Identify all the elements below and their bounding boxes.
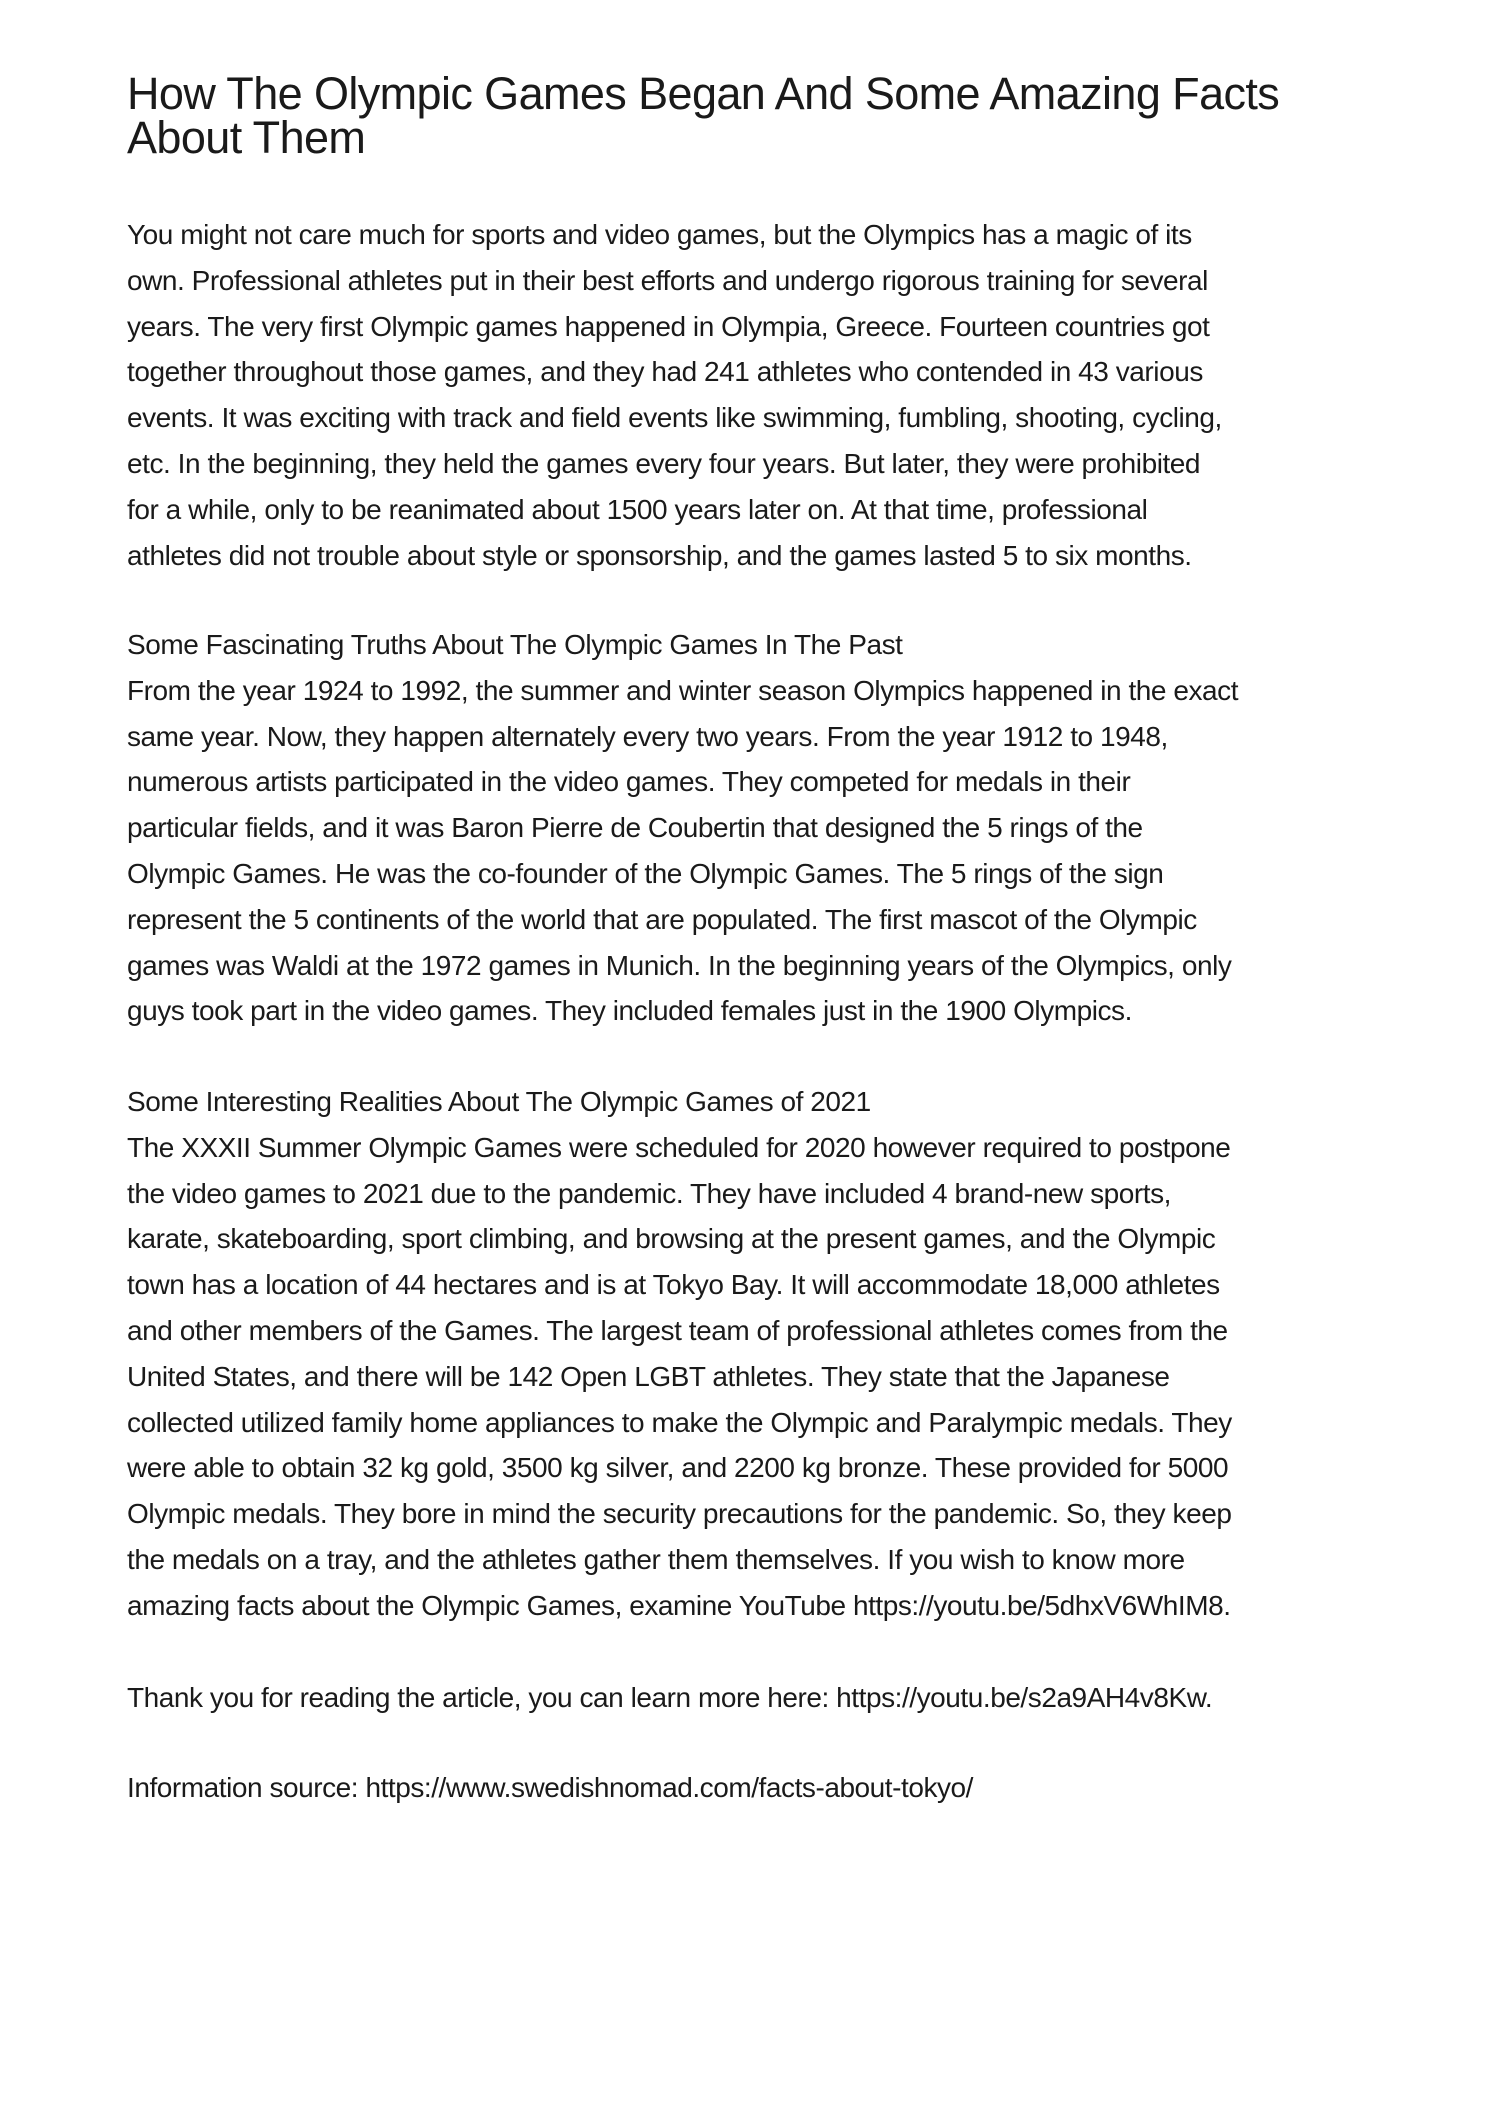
- text-line: amazing facts about the Olympic Games, examine YouTube https://youtu.be/5dhxV6WhIM8.: [127, 1589, 1231, 1621]
- section-heading: Some Fascinating Truths About The Olympic Games In The Past: [127, 629, 903, 660]
- text-line: the medals on a tray, and the athletes gather them themselves. If you wish to know more: [127, 1543, 1185, 1575]
- title-line: How The Olympic Games Began And Some Amazing Facts: [127, 68, 1280, 119]
- text-line: athletes did not trouble about style or sponsorship, and the games lasted 5 to six months.: [127, 539, 1192, 571]
- text-line: events. It was exciting with track and field events like swimming, fumbling, shooting, cycling,: [127, 402, 1222, 434]
- title-line: About Them: [127, 112, 366, 163]
- source-paragraph: [127, 1765, 973, 1811]
- text-line: numerous artists participated in the video games. They competed for medals in their: [127, 766, 1131, 798]
- text-line: own. Professional athletes put in their best efforts and undergo rigorous training for several: [127, 264, 1208, 296]
- text-line: collected utilized family home appliances to make the Olympic and Paralympic medals. They: [127, 1406, 1232, 1438]
- text-line: From the year 1924 to 1992, the summer and winter season Olympics happened in the exact: [127, 674, 1239, 706]
- text-line: guys took part in the video games. They included females just in the 1900 Olympics.: [127, 995, 1132, 1027]
- text-line: town has a location of 44 hectares and is at Tokyo Bay. It will accommodate 18,000 athletes: [127, 1269, 1220, 1301]
- section-past: [127, 622, 1238, 1034]
- section-heading: Some Interesting Realities About The Olympic Games of 2021: [127, 1086, 871, 1117]
- text-line: Olympic medals. They bore in mind the security precautions for the pandemic. So, they keep: [127, 1498, 1232, 1530]
- text-line: together throughout those games, and they had 241 athletes who contended in 43 various: [127, 356, 1203, 388]
- thanks-text: Thank you for reading the article, you can learn more here: https://youtu.be/s2a9AH4v8Kw.: [127, 1682, 1213, 1713]
- text-line: were able to obtain 32 kg gold, 3500 kg silver, and 2200 kg bronze. These provided for 5000: [127, 1452, 1229, 1484]
- text-line: same year. Now, they happen alternately every two years. From the year 1912 to 1948,: [127, 720, 1168, 752]
- intro-paragraph: [127, 212, 1222, 578]
- text-line: represent the 5 continents of the world that are populated. The first mascot of the Olympic: [127, 903, 1197, 935]
- text-line: games was Waldi at the 1972 games in Munich. In the beginning years of the Olympics, only: [127, 949, 1232, 981]
- text-line: years. The very first Olympic games happened in Olympia, Greece. Fourteen countries got: [127, 310, 1210, 342]
- text-line: and other members of the Games. The largest team of professional athletes comes from the: [127, 1314, 1228, 1346]
- thanks-paragraph: [127, 1675, 1212, 1721]
- section-2021: [127, 1079, 1232, 1629]
- text-line: etc. In the beginning, they held the games every four years. But later, they were prohibited: [127, 447, 1201, 479]
- text-line: You might not care much for sports and video games, but the Olympics has a magic of its: [127, 219, 1192, 250]
- text-line: United States, and there will be 142 Open LGBT athletes. They state that the Japanese: [127, 1360, 1170, 1392]
- text-line: for a while, only to be reanimated about 1500 years later on. At that time, professional: [127, 493, 1148, 525]
- text-line: Olympic Games. He was the co-founder of the Olympic Games. The 5 rings of the sign: [127, 857, 1164, 889]
- text-line: the video games to 2021 due to the pandemic. They have included 4 brand-new sports,: [127, 1177, 1171, 1209]
- text-line: particular fields, and it was Baron Pierre de Coubertin that designed the 5 rings of the: [127, 812, 1143, 844]
- text-line: karate, skateboarding, sport climbing, and browsing at the present games, and the Olympic: [127, 1223, 1216, 1255]
- source-text: Information source: https://www.swedishnomad.com/facts-about-tokyo/: [127, 1772, 974, 1803]
- article-title: [127, 68, 1280, 163]
- text-line: The XXXII Summer Olympic Games were scheduled for 2020 however required to postpone: [127, 1131, 1231, 1163]
